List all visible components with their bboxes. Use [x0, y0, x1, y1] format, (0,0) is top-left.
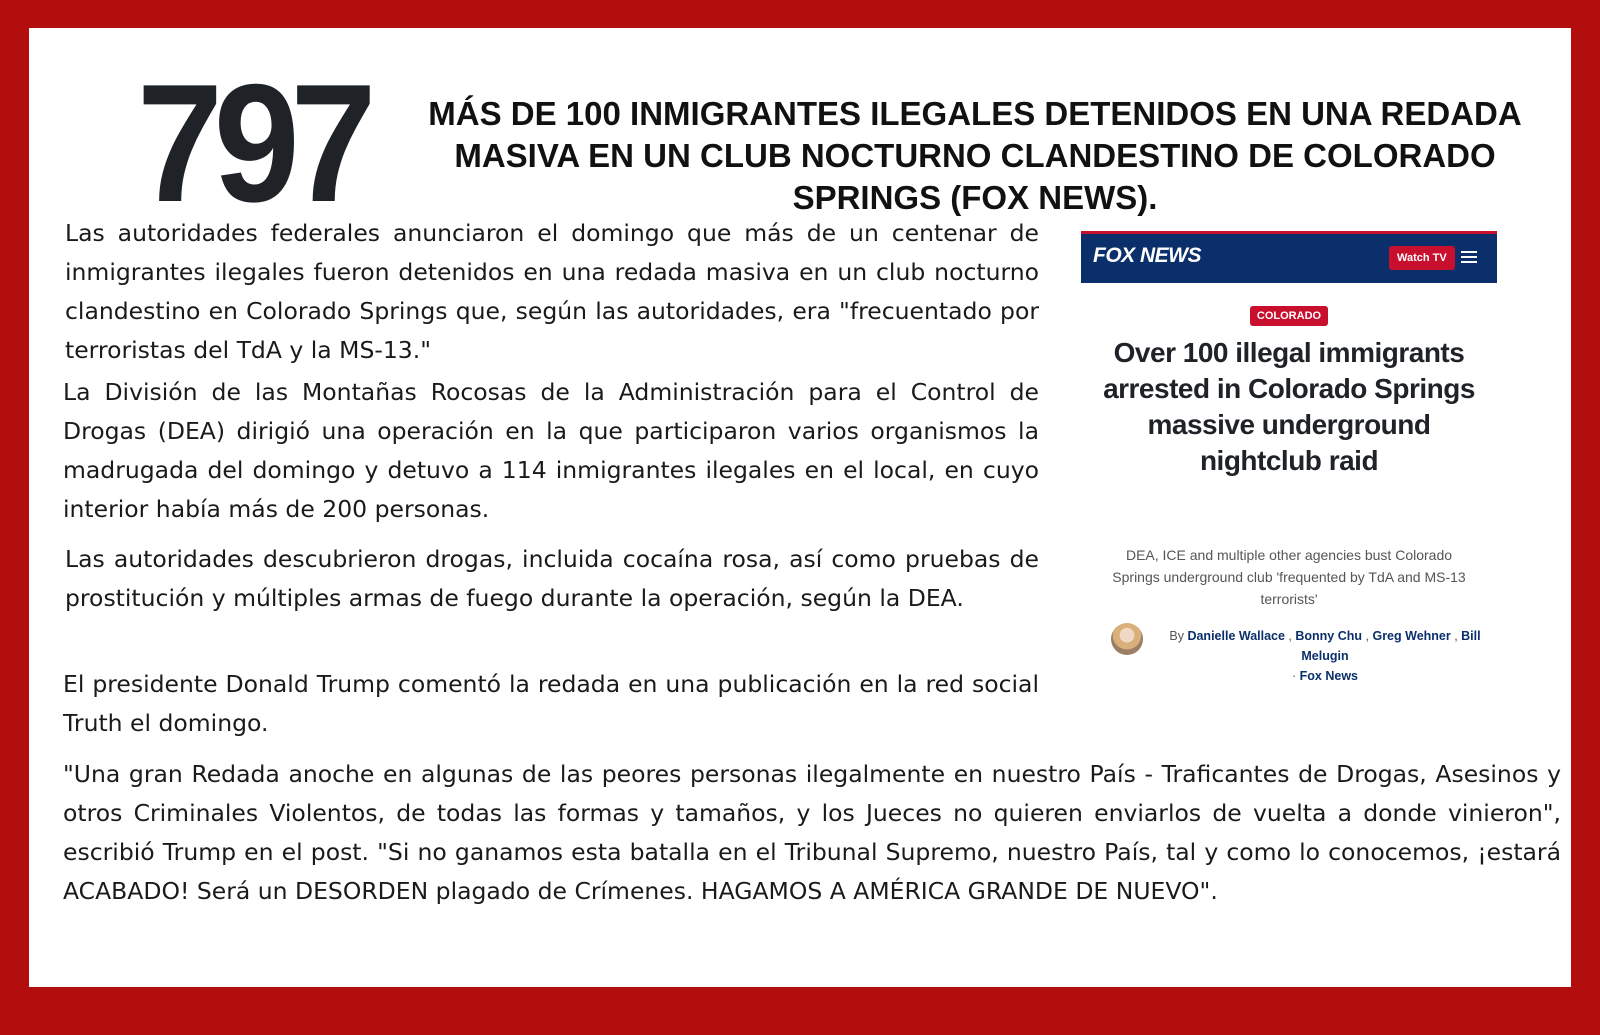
outlet-link[interactable]: Fox News: [1299, 669, 1358, 683]
author-link[interactable]: Bill Melugin: [1301, 629, 1481, 663]
author-link[interactable]: Bonny Chu: [1295, 629, 1363, 643]
article-subtitle: DEA, ICE and multiple other agencies bust Colorado Springs underground club 'frequented by TdA and MS-13 terrorists': [1112, 547, 1466, 607]
trump-quote: "Una gran Redada anoche en algunas de las peores personas ilegalmente en nuestro País - Traficantes de Drogas, Asesinos y otros Criminales Violentos, de todas las formas y tamaños, y los Jueces no quieren enviarlos de vuelta a donde vinieron", escribió Trump en el post. "Si no ganamos esta batalla en el Tribunal Supremo, nuestro País, tal y como lo conocemos, ¡estará ACABADO! Será un DESORDEN plagado de Crímenes. HAGAMOS A AMÉRICA GRANDE DE NUEVO".: [63, 760, 1561, 905]
paragraph-4: El presidente Donald Trump comentó la redada en una publicación en la red social Truth el domingo.: [63, 670, 1039, 737]
author-link[interactable]: Danielle Wallace: [1187, 629, 1285, 643]
fox-news-screenshot: [1081, 231, 1497, 691]
author-link[interactable]: Greg Wehner: [1372, 629, 1451, 643]
paragraph-1: Las autoridades federales anunciaron el domingo que más de un centenar de inmigrantes ilegales fueron detenidos en una redada masiva en un club nocturno clandestino en Colorado Springs que, según las autoridades, era "frecuentado por terroristas del TdA y la MS-13.": [65, 219, 1039, 364]
author-avatar: [1111, 623, 1143, 655]
category-tag: [1081, 304, 1497, 326]
fox-news-header: [1081, 231, 1497, 283]
byline-prefix: By: [1169, 629, 1184, 643]
hamburger-menu-icon[interactable]: [1461, 251, 1477, 265]
content-card: [29, 28, 1571, 987]
fox-news-logo: FOX NEWS: [1093, 244, 1202, 267]
article-title: Over 100 illegal immigrants arrested in Colorado Springs massive underground nightclub raid: [1103, 337, 1475, 476]
watch-tv-button[interactable]: Watch TV: [1389, 246, 1455, 270]
headline: MÁS DE 100 INMIGRANTES ILEGALES DETENIDOS EN UNA REDADA MASIVA EN UN CLUB NOCTURNO CLANDESTINO DE COLORADO SPRINGS (FOX NEWS).: [428, 95, 1522, 216]
paragraph-2: La División de las Montañas Rocosas de la Administración para el Control de Drogas (DEA) dirigió una operación en la que participaron varios organismos la madrugada del domingo y detuvo a 114 inmigrantes ilegales en el local, en cuyo interior había más de 200 personas.: [63, 378, 1039, 523]
post-number: 797: [137, 49, 368, 237]
byline: By Danielle Wallace , Bonny Chu , Greg Wehner , Bill Melugin · Fox News: [1169, 629, 1481, 683]
category-tag-label[interactable]: COLORADO: [1250, 306, 1328, 326]
paragraph-3: Las autoridades descubrieron drogas, incluida cocaína rosa, así como pruebas de prostitución y múltiples armas de fuego durante la operación, según la DEA.: [65, 545, 1039, 612]
